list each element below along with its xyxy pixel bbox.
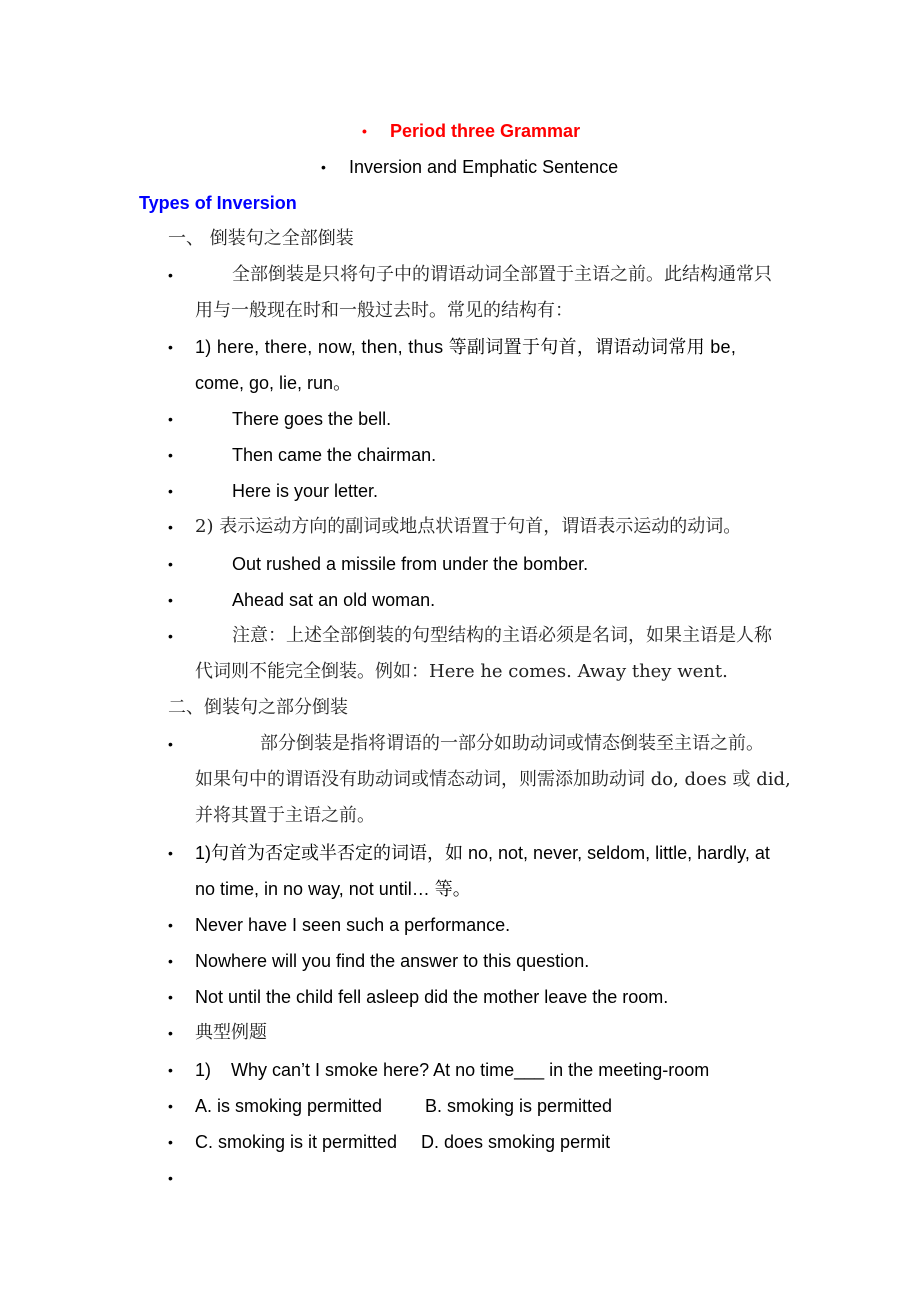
example-sentence: Not until the child fell asleep did the mother leave the room. <box>195 987 669 1007</box>
bullet-icon: • <box>168 1062 173 1078</box>
rule-line: 2) 表示运动方向的副词或地点状语置于句首，谓语表示运动的动词。 <box>195 516 742 537</box>
bullet-icon: • <box>168 592 173 608</box>
exercise-question: 1) Why can’t I smoke here? At no time___ in the meeting-room <box>195 1060 710 1080</box>
bullet-icon: • <box>168 917 173 933</box>
bullet-icon: • <box>168 845 173 861</box>
example-sentence: Ahead sat an old woman. <box>232 590 436 610</box>
paragraph-line: 全部倒装是只将句子中的谓语动词全部置于主语之前。此结构通常只 <box>232 264 772 285</box>
rule-line: come, go, lie, run。 <box>195 373 352 393</box>
document-subtitle: Inversion and Emphatic Sentence <box>349 157 619 177</box>
option-d: D. does smoking permit <box>421 1132 611 1152</box>
option-a: A. is smoking permitted <box>195 1096 383 1116</box>
rule-line: no time, in no way, not until… 等。 <box>195 879 471 899</box>
rule-line: 1)句首为否定或半否定的词语，如 no, not, never, seldom, little, hardly, at <box>195 843 770 863</box>
bullet-icon: • <box>168 483 173 499</box>
bullet-icon: • <box>168 339 173 355</box>
note-line: 注意：上述全部倒装的句型结构的主语必须是名词，如果主语是人称 <box>232 625 772 646</box>
paragraph-line: 部分倒装是指将谓语的一部分如助动词或情态倒装至主语之前。 <box>260 733 764 754</box>
bullet-icon: • <box>168 628 173 644</box>
bullet-icon: • <box>362 123 367 139</box>
rule-line: 1) here, there, now, then, thus 等副词置于句首，谓语动词常用 be, <box>195 337 737 357</box>
subsection-heading-partial-inversion: 二、倒装句之部分倒装 <box>168 697 348 718</box>
example-sentence: There goes the bell. <box>232 409 392 429</box>
bullet-icon: • <box>168 267 173 283</box>
bullet-icon: • <box>168 1098 173 1114</box>
document-title: Period three Grammar <box>390 121 581 141</box>
bullet-icon: • <box>168 447 173 463</box>
option-c: C. smoking is it permitted <box>195 1132 398 1152</box>
example-sentence: Then came the chairman. <box>232 445 437 465</box>
bullet-icon: • <box>168 1134 173 1150</box>
section-heading: Types of Inversion <box>139 193 297 213</box>
bullet-icon: • <box>168 989 173 1005</box>
bullet-icon: • <box>168 411 173 427</box>
exercise-heading: 典型例题 <box>195 1022 267 1043</box>
example-sentence: Out rushed a missile from under the bomber. <box>232 554 589 574</box>
example-sentence: Nowhere will you find the answer to this question. <box>195 951 590 971</box>
paragraph-line: 用与一般现在时和一般过去时。常见的结构有： <box>195 300 573 321</box>
option-b: B. smoking is permitted <box>425 1096 613 1116</box>
example-sentence: Never have I seen such a performance. <box>195 915 511 935</box>
example-sentence: Here is your letter. <box>232 481 379 501</box>
bullet-icon: • <box>168 736 173 752</box>
bullet-icon: • <box>168 556 173 572</box>
bullet-icon: • <box>321 159 326 175</box>
bullet-icon: • <box>168 953 173 969</box>
bullet-icon: • <box>168 519 173 535</box>
subsection-heading-full-inversion: 一、 倒装句之全部倒装 <box>168 228 354 249</box>
paragraph-line: 如果句中的谓语没有助动词或情态动词，则需添加助动词 do, does 或 did, <box>195 769 791 790</box>
bullet-icon: • <box>168 1170 173 1186</box>
paragraph-line: 并将其置于主语之前。 <box>195 805 375 826</box>
bullet-icon: • <box>168 1025 173 1041</box>
note-line: 代词则不能完全倒装。例如：Here he comes. Away they went. <box>195 661 728 682</box>
